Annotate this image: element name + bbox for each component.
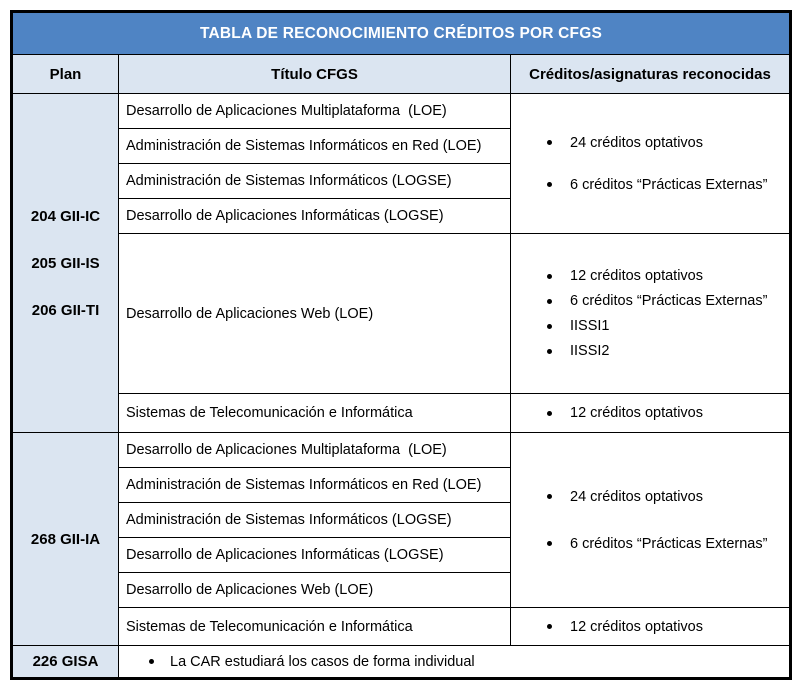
list-item — [547, 292, 789, 310]
bullet-icon — [547, 541, 552, 546]
list-item — [547, 535, 789, 553]
cfgs-title-cell: Desarrollo de Aplicaciones Informáticas (LOGSE) — [119, 538, 511, 573]
bullet-icon — [547, 349, 552, 354]
credit-text: IISSI2 — [570, 343, 610, 359]
plan-codes-group2 — [13, 531, 118, 548]
bullet-icon — [547, 182, 552, 187]
plan-code: 268 GII-IA — [30, 530, 101, 548]
bullet-icon — [547, 494, 552, 499]
list-item — [547, 404, 789, 422]
cfgs-title-cell: Desarrollo de Aplicaciones Web (LOE) — [119, 234, 511, 394]
bullet-icon — [547, 299, 552, 304]
cfgs-title-cell: Administración de Sistemas Informáticos (LOGSE) — [119, 164, 511, 199]
cfgs-title-cell: Desarrollo de Aplicaciones Multiplataforma (LOE) — [119, 94, 511, 129]
column-header-plan: Plan — [12, 55, 119, 94]
plan-code: 206 GII-TI — [31, 301, 100, 319]
list-item — [547, 267, 789, 285]
credit-text: 6 créditos “Prácticas Externas” — [570, 293, 768, 309]
list-item — [547, 176, 789, 194]
credits-cell-group1-multi — [511, 94, 791, 234]
cfgs-title-cell: Administración de Sistemas Informáticos (LOGSE) — [119, 503, 511, 538]
gisa-note-cell — [119, 646, 791, 679]
credits-list — [511, 488, 789, 553]
credit-text: 6 créditos “Prácticas Externas” — [570, 535, 768, 552]
plan-cell-group1 — [12, 94, 119, 433]
bullet-icon — [547, 274, 552, 279]
list-item — [547, 317, 789, 335]
bullet-icon — [547, 624, 552, 629]
list-item — [547, 342, 789, 360]
plan-cell-group2 — [12, 433, 119, 646]
list-item — [547, 134, 789, 152]
credit-text: 12 créditos optativos — [570, 618, 703, 635]
credits-cell-group2-multi — [511, 433, 791, 608]
credits-cell-group2-tele — [511, 608, 791, 646]
plan-code: 205 GII-IS — [31, 254, 100, 272]
column-header-titulo-cfgs: Título CFGS — [119, 55, 511, 94]
cfgs-title-cell: Desarrollo de Aplicaciones Web (LOE) — [119, 573, 511, 608]
credits-list — [511, 404, 789, 422]
credit-text: 24 créditos optativos — [570, 134, 703, 151]
list-item — [149, 653, 789, 671]
plan-cell-group3: 226 GISA — [12, 646, 119, 679]
cfgs-title-cell: Desarrollo de Aplicaciones Informáticas (LOGSE) — [119, 199, 511, 234]
credit-text: 24 créditos optativos — [570, 488, 703, 505]
credit-text: IISSI1 — [570, 318, 610, 334]
cfgs-title-cell: Administración de Sistemas Informáticos en Red (LOE) — [119, 129, 511, 164]
bullet-icon — [547, 140, 552, 145]
plan-code: 204 GII-IC — [30, 207, 101, 225]
credit-text: 12 créditos optativos — [570, 268, 703, 284]
note-text: La CAR estudiará los casos de forma individual — [170, 653, 475, 670]
credits-list — [119, 653, 789, 671]
credit-text: 12 créditos optativos — [570, 405, 703, 421]
bullet-icon — [149, 659, 154, 664]
plan-codes-group1 — [13, 208, 118, 319]
credits-cell-group1-tele — [511, 394, 791, 433]
cfgs-title-cell: Desarrollo de Aplicaciones Multiplataforma (LOE) — [119, 433, 511, 468]
cfgs-title-cell: Administración de Sistemas Informáticos en Red (LOE) — [119, 468, 511, 503]
credits-list — [511, 267, 789, 360]
credits-list — [511, 618, 789, 636]
list-item — [547, 618, 789, 636]
bullet-icon — [547, 324, 552, 329]
table-title: TABLA DE RECONOCIMIENTO CRÉDITOS POR CFGS — [12, 12, 791, 55]
column-header-creditos: Créditos/asignaturas reconocidas — [511, 55, 791, 94]
cfgs-title-cell: Sistemas de Telecomunicación e Informática — [119, 394, 511, 433]
list-item — [547, 488, 789, 506]
cfgs-title-cell: Sistemas de Telecomunicación e Informática — [119, 608, 511, 646]
credit-text: 6 créditos “Prácticas Externas” — [570, 176, 768, 193]
credits-list — [511, 134, 789, 194]
recognition-table — [10, 10, 792, 680]
bullet-icon — [547, 411, 552, 416]
credits-cell-group1-web — [511, 234, 791, 394]
